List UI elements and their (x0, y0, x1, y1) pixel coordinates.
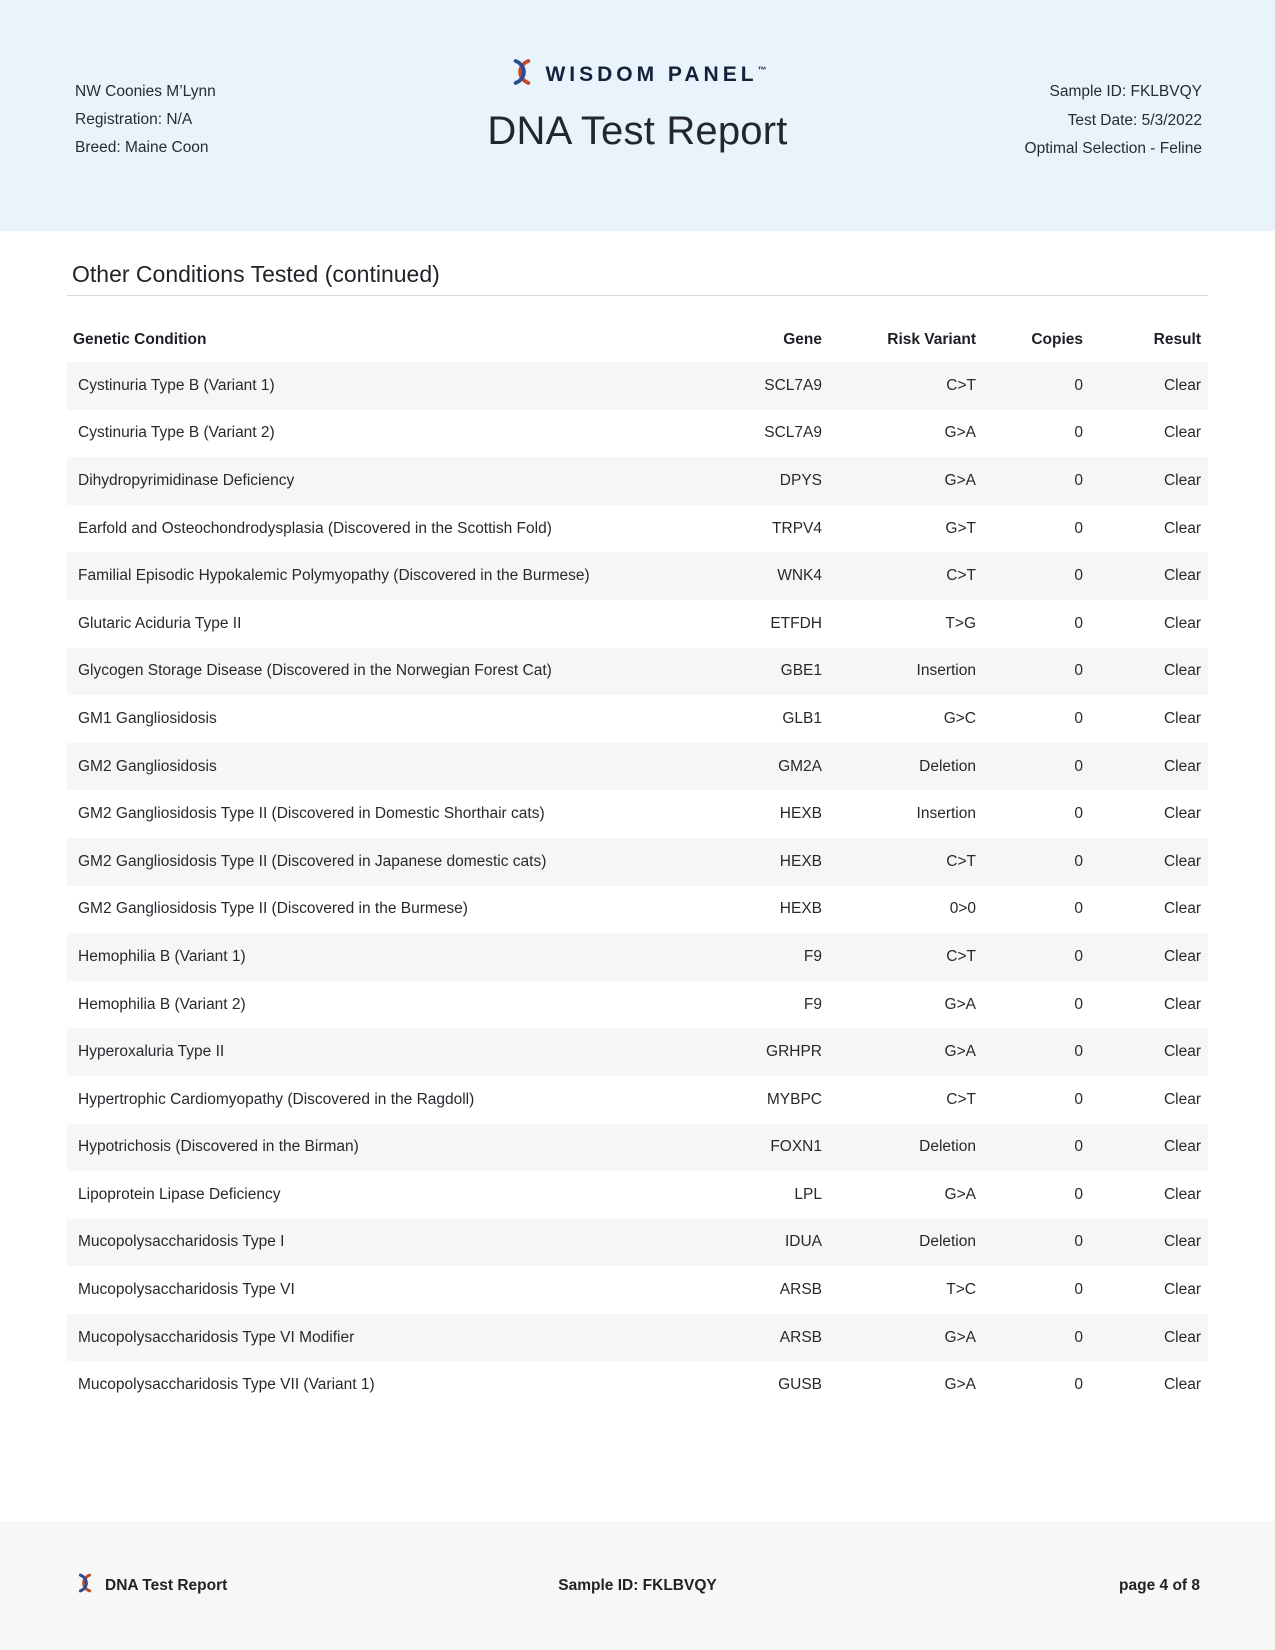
risk-variant-cell: C>T (946, 1090, 976, 1108)
copies-cell: 0 (1074, 757, 1083, 775)
gene-cell: TRPV4 (772, 519, 822, 537)
gene-cell: F9 (803, 995, 822, 1013)
dna-helix-icon-footer (75, 1571, 95, 1600)
pet-name: NW Coonies M’Lynn (75, 83, 216, 100)
result-cell: Clear (1163, 1328, 1201, 1346)
condition-cell: Mucopolysaccharidosis Type VI (78, 1281, 295, 1299)
header-band (0, 0, 1275, 231)
risk-variant-cell: G>A (944, 1185, 976, 1203)
footer-band (0, 1521, 1275, 1650)
copies-cell: 0 (1074, 662, 1083, 680)
copies-cell: 0 (1074, 567, 1083, 585)
table-row (67, 743, 1208, 791)
risk-variant-cell: G>A (944, 995, 976, 1013)
condition-cell: Cystinuria Type B (Variant 2) (78, 424, 275, 442)
copies-cell: 0 (1074, 519, 1083, 537)
copies-cell: 0 (1074, 805, 1083, 823)
copies-cell: 0 (1074, 709, 1083, 727)
table-row (67, 790, 1208, 838)
condition-cell: GM2 Gangliosidosis Type II (Discovered in Japanese domestic cats) (78, 852, 547, 870)
sample-id: Sample ID: FKLBVQY (1049, 83, 1202, 100)
copies-cell: 0 (1074, 1376, 1083, 1394)
column-header-risk-variant: Risk Variant (887, 331, 976, 348)
table-row (67, 1171, 1208, 1219)
condition-cell: GM2 Gangliosidosis Type II (Discovered in the Burmese) (78, 900, 468, 918)
risk-variant-cell: T>G (945, 614, 976, 632)
trademark-symbol: ™ (757, 64, 767, 75)
risk-variant-cell: Insertion (916, 662, 976, 680)
risk-variant-cell: Insertion (916, 805, 976, 823)
footer-page-number: page 4 of 8 (1119, 1576, 1200, 1594)
column-header-copies: Copies (1031, 331, 1083, 348)
condition-cell: GM2 Gangliosidosis (78, 757, 217, 775)
table-row (67, 933, 1208, 981)
sample-info-block (1025, 78, 1202, 164)
gene-cell: GLB1 (782, 709, 822, 727)
pet-breed: Breed: Maine Coon (75, 139, 209, 156)
copies-cell: 0 (1074, 376, 1083, 394)
table-row (67, 1219, 1208, 1267)
condition-cell: Hemophilia B (Variant 2) (78, 995, 246, 1013)
condition-cell: Hyperoxaluria Type II (78, 1043, 225, 1061)
condition-cell: Familial Episodic Hypokalemic Polymyopathy (Discovered in the Burmese) (78, 567, 590, 585)
risk-variant-cell: G>A (944, 1043, 976, 1061)
table-row (67, 552, 1208, 600)
result-cell: Clear (1163, 805, 1201, 823)
result-cell: Clear (1163, 1138, 1201, 1156)
condition-cell: GM2 Gangliosidosis Type II (Discovered in Domestic Shorthair cats) (78, 805, 545, 823)
table-row (67, 1076, 1208, 1124)
copies-cell: 0 (1074, 900, 1083, 918)
main-content (67, 231, 1208, 1409)
copies-cell: 0 (1074, 1328, 1083, 1346)
condition-cell: Mucopolysaccharidosis Type VI Modifier (78, 1328, 355, 1346)
result-cell: Clear (1163, 471, 1201, 489)
result-cell: Clear (1163, 947, 1201, 965)
gene-cell: GUSB (778, 1376, 822, 1394)
copies-cell: 0 (1074, 1281, 1083, 1299)
condition-cell: Earfold and Osteochondrodysplasia (Discovered in the Scottish Fold) (78, 519, 552, 537)
result-cell: Clear (1163, 1090, 1201, 1108)
copies-cell: 0 (1074, 471, 1083, 489)
copies-cell: 0 (1074, 614, 1083, 632)
table-row (67, 600, 1208, 648)
footer-content (0, 1571, 1275, 1600)
result-cell: Clear (1163, 995, 1201, 1013)
copies-cell: 0 (1074, 1185, 1083, 1203)
gene-cell: MYBPC (766, 1090, 822, 1108)
risk-variant-cell: G>A (944, 424, 976, 442)
risk-variant-cell: G>T (945, 519, 976, 537)
product-name: Optimal Selection - Feline (1024, 140, 1202, 157)
condition-cell: Hypertrophic Cardiomyopathy (Discovered in the Ragdoll) (78, 1090, 475, 1108)
risk-variant-cell: C>T (946, 947, 976, 965)
gene-cell: LPL (794, 1185, 822, 1203)
table-row (67, 886, 1208, 934)
gene-cell: HEXB (779, 852, 822, 870)
footer-report-label: DNA Test Report (105, 1576, 228, 1594)
result-cell: Clear (1163, 1233, 1201, 1251)
column-header-gene: Gene (783, 331, 822, 348)
risk-variant-cell: G>A (944, 1376, 976, 1394)
risk-variant-cell: C>T (946, 567, 976, 585)
risk-variant-cell: Deletion (919, 757, 976, 775)
gene-cell: ETFDH (770, 614, 822, 632)
risk-variant-cell: Deletion (919, 1233, 976, 1251)
footer-report-label-group (75, 1571, 227, 1600)
risk-variant-cell: G>A (944, 1328, 976, 1346)
risk-variant-cell: 0>0 (949, 900, 976, 918)
table-header-row (67, 296, 1208, 362)
condition-cell: Mucopolysaccharidosis Type VII (Variant 1) (78, 1376, 375, 1394)
table-row (67, 1266, 1208, 1314)
table-row (67, 505, 1208, 553)
table-row (67, 648, 1208, 696)
table-row (67, 1028, 1208, 1076)
copies-cell: 0 (1074, 1233, 1083, 1251)
condition-cell: Cystinuria Type B (Variant 1) (78, 376, 275, 394)
gene-cell: ARSB (779, 1281, 822, 1299)
table-row (67, 838, 1208, 886)
wisdom-panel-logo (508, 57, 766, 92)
gene-cell: WNK4 (777, 567, 822, 585)
condition-cell: Glutaric Aciduria Type II (78, 614, 242, 632)
result-cell: Clear (1163, 1185, 1201, 1203)
condition-cell: Glycogen Storage Disease (Discovered in the Norwegian Forest Cat) (78, 662, 552, 680)
result-cell: Clear (1163, 1281, 1201, 1299)
result-cell: Clear (1163, 1376, 1201, 1394)
table-row (67, 1124, 1208, 1172)
wordmark-text: WISDOM PANEL™ (545, 62, 767, 86)
risk-variant-cell: C>T (946, 852, 976, 870)
table-row (67, 457, 1208, 505)
copies-cell: 0 (1074, 424, 1083, 442)
risk-variant-cell: Deletion (919, 1138, 976, 1156)
result-cell: Clear (1163, 757, 1201, 775)
result-cell: Clear (1163, 376, 1201, 394)
result-cell: Clear (1163, 424, 1201, 442)
copies-cell: 0 (1074, 852, 1083, 870)
condition-cell: Hypotrichosis (Discovered in the Birman) (78, 1138, 359, 1156)
gene-cell: GBE1 (780, 662, 822, 680)
gene-cell: DPYS (779, 471, 822, 489)
gene-cell: SCL7A9 (764, 424, 822, 442)
risk-variant-cell: T>C (946, 1281, 976, 1299)
result-cell: Clear (1163, 852, 1201, 870)
table-row (67, 1361, 1208, 1409)
result-cell: Clear (1163, 519, 1201, 537)
condition-cell: Lipoprotein Lipase Deficiency (78, 1185, 281, 1203)
risk-variant-cell: G>A (944, 471, 976, 489)
gene-cell: ARSB (779, 1328, 822, 1346)
result-cell: Clear (1163, 614, 1201, 632)
gene-cell: GRHPR (766, 1043, 822, 1061)
copies-cell: 0 (1074, 947, 1083, 965)
gene-cell: F9 (803, 947, 822, 965)
condition-cell: Dihydropyrimidinase Deficiency (78, 471, 295, 489)
result-cell: Clear (1163, 662, 1201, 680)
table-row (67, 362, 1208, 410)
gene-cell: FOXN1 (770, 1138, 822, 1156)
gene-cell: IDUA (784, 1233, 822, 1251)
risk-variant-cell: G>C (943, 709, 976, 727)
footer-sample-id: Sample ID: FKLBVQY (558, 1576, 717, 1594)
section-title: Other Conditions Tested (continued) (72, 261, 440, 287)
dna-helix-icon (508, 57, 536, 92)
test-date: Test Date: 5/3/2022 (1067, 111, 1202, 129)
gene-cell: HEXB (779, 805, 822, 823)
condition-cell: GM1 Gangliosidosis (78, 709, 217, 727)
gene-cell: HEXB (779, 900, 822, 918)
table-row (67, 410, 1208, 458)
table-row (67, 1314, 1208, 1362)
condition-cell: Hemophilia B (Variant 1) (78, 947, 246, 965)
risk-variant-cell: C>T (946, 376, 976, 394)
column-header-result: Result (1153, 331, 1201, 348)
table-row (67, 695, 1208, 743)
copies-cell: 0 (1074, 1043, 1083, 1061)
copies-cell: 0 (1074, 995, 1083, 1013)
copies-cell: 0 (1074, 1138, 1083, 1156)
gene-cell: GM2A (778, 757, 822, 775)
result-cell: Clear (1163, 1043, 1201, 1061)
pet-registration: Registration: N/A (75, 111, 193, 128)
table-row (67, 981, 1208, 1029)
result-cell: Clear (1163, 567, 1201, 585)
result-cell: Clear (1163, 900, 1201, 918)
table-body (67, 362, 1208, 1409)
page-title: DNA Test Report (487, 109, 788, 153)
gene-cell: SCL7A9 (764, 376, 822, 394)
condition-cell: Mucopolysaccharidosis Type I (78, 1233, 285, 1251)
result-cell: Clear (1163, 709, 1201, 727)
copies-cell: 0 (1074, 1090, 1083, 1108)
column-header-genetic-condition: Genetic Condition (73, 331, 207, 348)
